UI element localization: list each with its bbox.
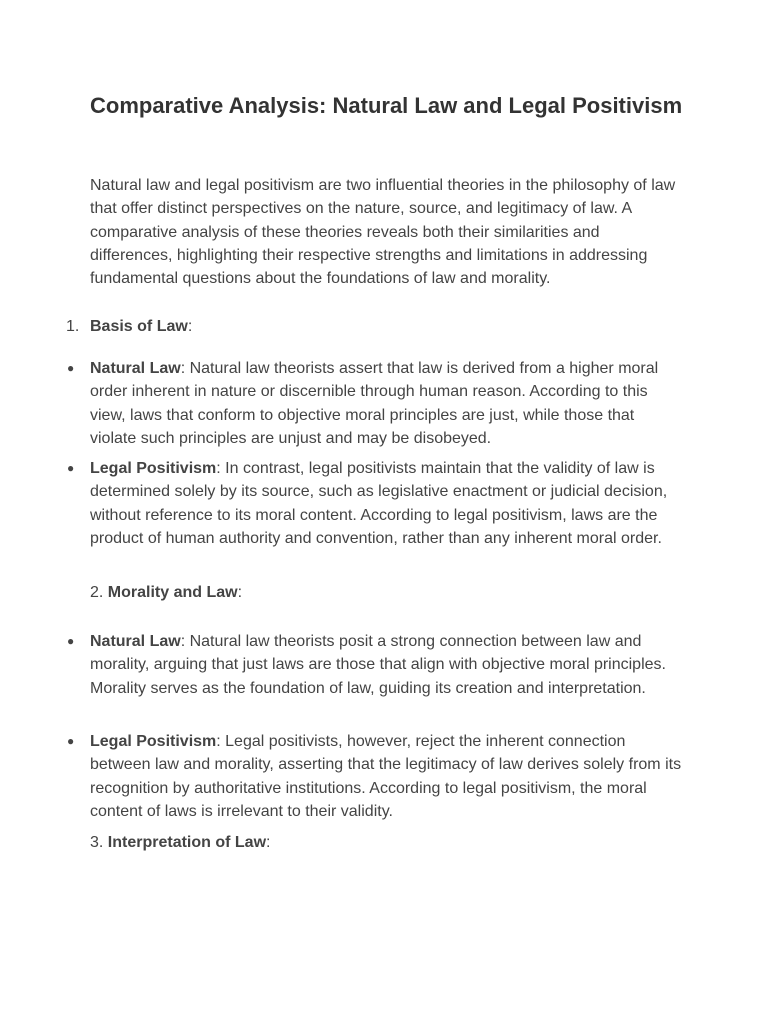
bullet-text: : Natural law theorists posit a strong connection between law and morality, arguing that just laws are those that align with objective moral principles. Morality serves as the foundation of law, guiding its creation and interpretation. [90, 633, 666, 697]
list-item [67, 630, 682, 700]
section-heading-suffix: : [187, 318, 193, 335]
section-heading-text: Interpretation of Law [107, 834, 267, 851]
section-heading-suffix: : [266, 834, 271, 851]
section-heading-suffix: : [237, 584, 243, 601]
bullet-text: : Natural law theorists assert that law is derived from a higher moral order inherent in nature or discernible through human reason. According to this view, laws that conform to objective moral principles are just, while those that violate such principles are unjust and may be disobeyed. [90, 360, 659, 447]
section-number: 3. [90, 834, 104, 851]
intro-paragraph: Natural law and legal positivism are two influential theories in the philosophy of law that offer distinct perspectives on the nature, source, and legitimacy of law. A comparative analysis of these theories reveals both their similarities and differences, highlighting their respective strengths and limitations in addressing fundamental questions about the foundations of law and morality. [90, 177, 676, 288]
list-item [67, 730, 682, 823]
bullet-term: Legal Positivism [90, 733, 217, 750]
bullet-term: Natural Law [90, 633, 181, 650]
bullet-text: : In contrast, legal positivists maintain that the validity of law is determined solely by its source, such as legislative enactment or judicial decision, without reference to its moral content. According to legal positivism, laws are the product of human authority and convention, rather than any inherent moral order. [90, 460, 668, 547]
bullet-text: : Legal positivists, however, reject the inherent connection between law and morality, asserting that the legitimacy of law derives solely from its recognition by authoritative institutions. According to legal positivism, the moral content of laws is irrelevant to their validity. [90, 733, 682, 820]
section-number: 1. [66, 318, 80, 335]
section-heading-text: Basis of Law [90, 318, 188, 335]
section-heading-basis-of-law [66, 315, 192, 338]
bullet-term: Natural Law [90, 360, 181, 377]
section-heading-morality-and-law [90, 581, 242, 604]
section-heading-text: Morality and Law [107, 584, 238, 601]
list-item [67, 457, 682, 550]
bullet-icon: ● [67, 461, 75, 475]
document-title: Comparative Analysis: Natural Law and Legal Positivism [90, 93, 683, 118]
section-number: 2. [90, 584, 104, 601]
bullet-term: Legal Positivism [90, 460, 217, 477]
bullet-icon: ● [67, 361, 75, 375]
bullet-icon: ● [67, 634, 75, 648]
bullet-icon: ● [67, 734, 75, 748]
section-heading-interpretation-of-law [90, 831, 270, 854]
list-item [67, 357, 682, 450]
